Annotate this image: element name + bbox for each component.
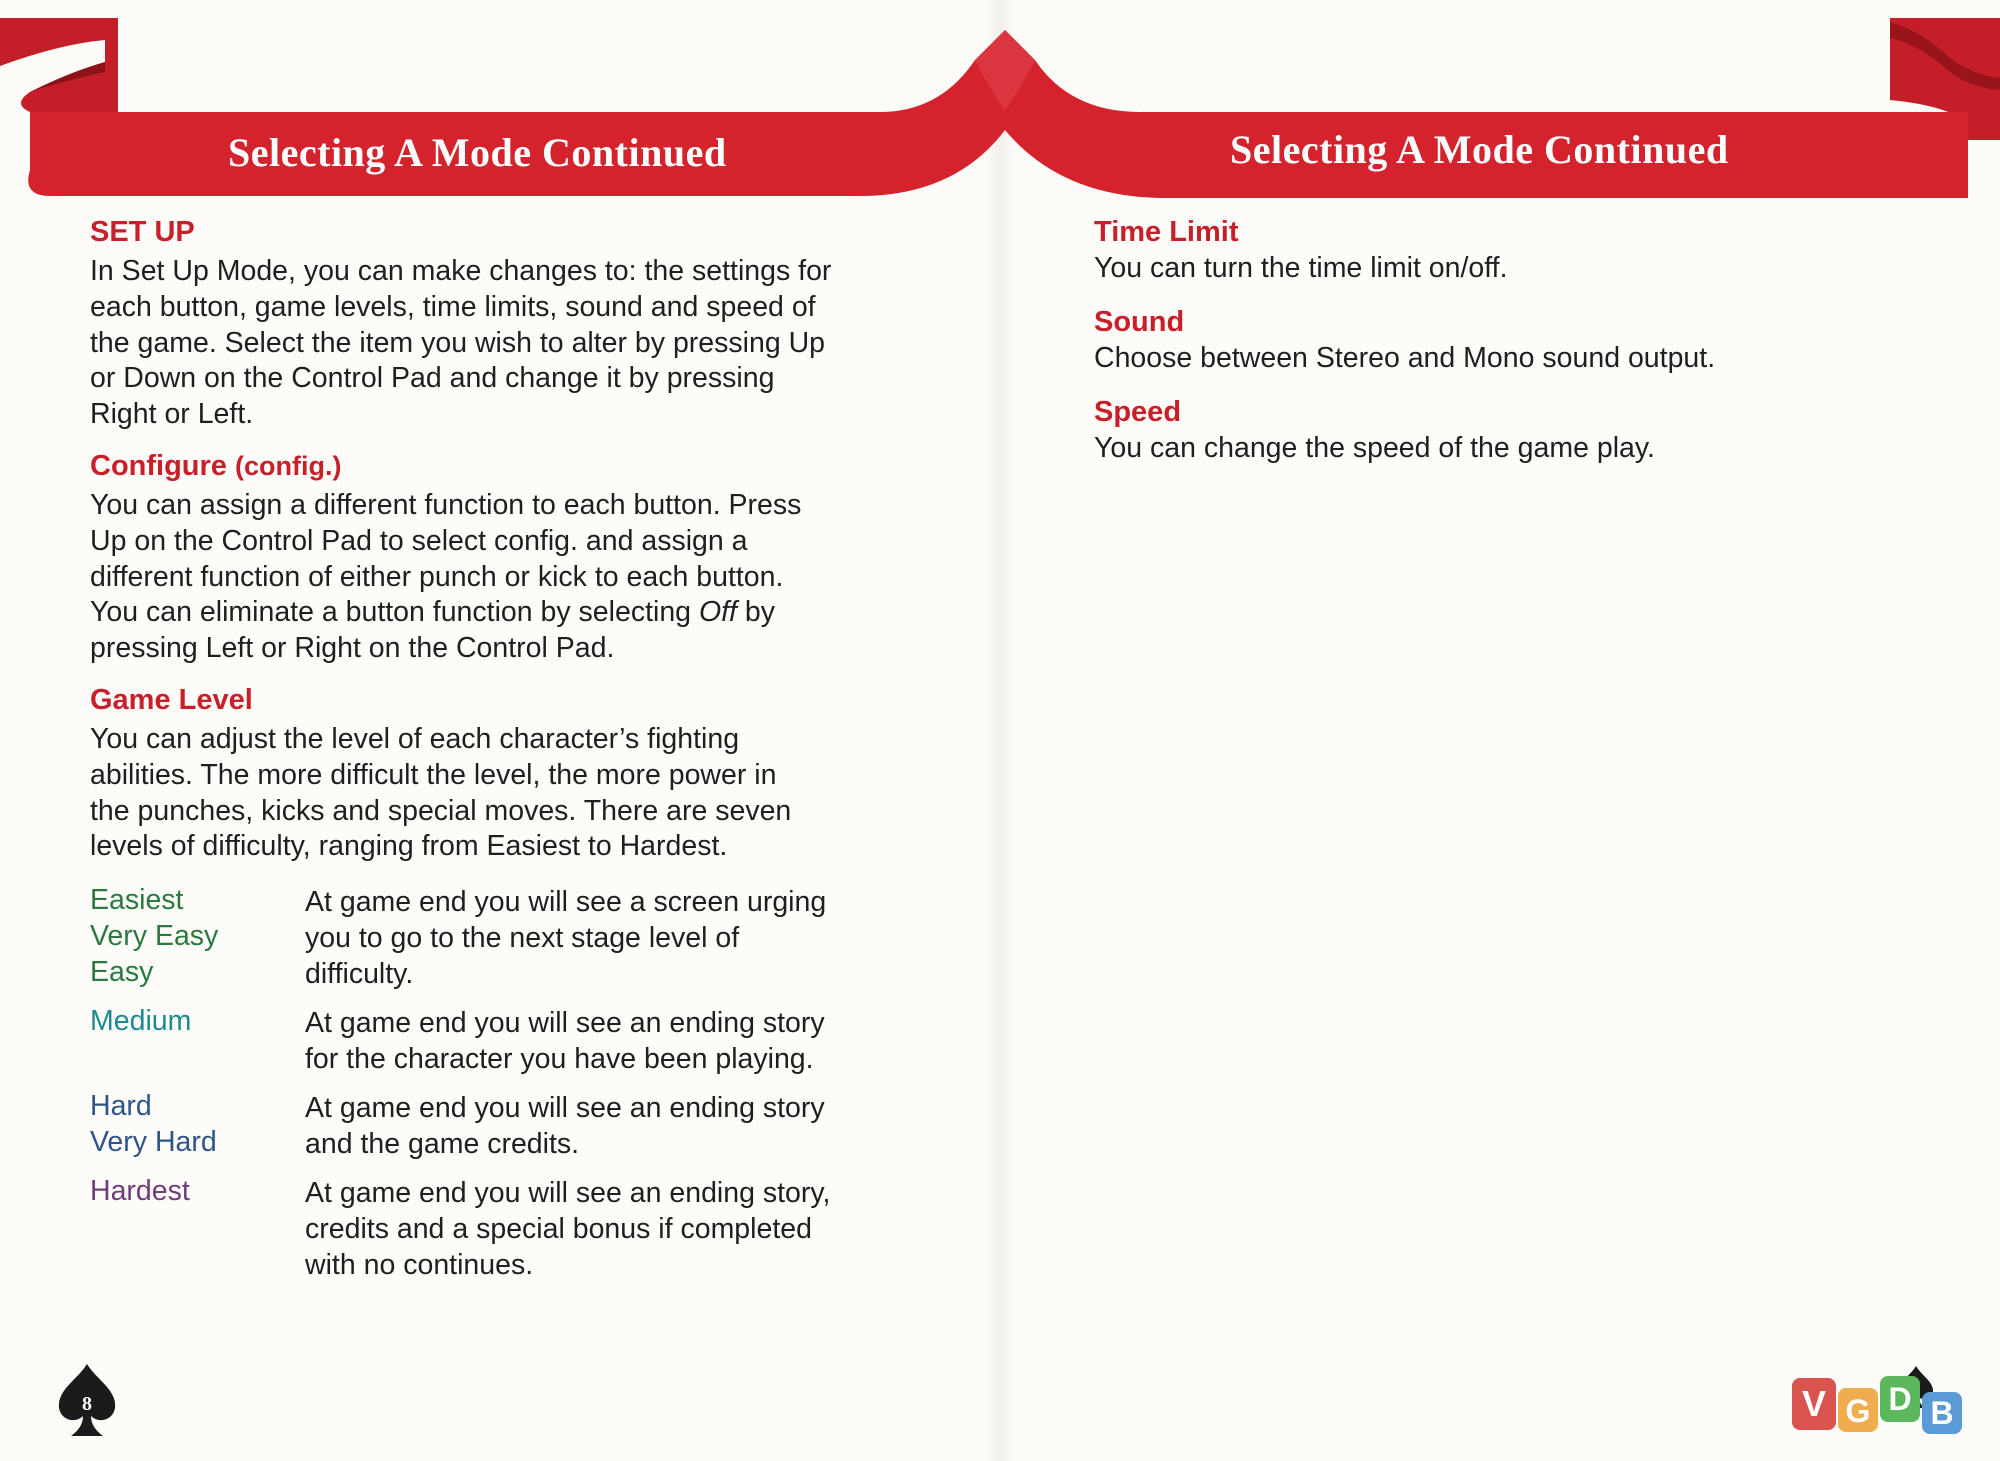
game-level-line: You can adjust the level of each character’s fighting bbox=[90, 723, 740, 755]
sound-heading: Sound bbox=[1094, 306, 1185, 338]
level-description-line: At game end you will see an ending story bbox=[305, 1007, 825, 1039]
configure-heading-note: (config.) bbox=[235, 451, 342, 481]
level-description-line: with no continues. bbox=[305, 1249, 534, 1281]
spade-page-number-icon bbox=[55, 1362, 119, 1438]
speed-heading: Speed bbox=[1094, 396, 1182, 428]
level-description-line: credits and a special bonus if completed bbox=[305, 1213, 812, 1245]
level-description-easy-group bbox=[305, 884, 925, 992]
configure-line bbox=[90, 595, 920, 631]
banner-title-left: Selecting A Mode Continued bbox=[228, 130, 727, 175]
banner-title-right: Selecting A Mode Continued bbox=[1230, 127, 1729, 172]
setup-heading: SET UP bbox=[90, 216, 195, 248]
configure-line: You can assign a different function to each button. Press bbox=[90, 489, 802, 521]
vgdb-watermark-logo bbox=[1792, 1368, 1992, 1438]
time-limit-heading: Time Limit bbox=[1094, 216, 1239, 248]
time-limit-text: You can turn the time limit on/off. bbox=[1094, 252, 1508, 284]
game-level-line: levels of difficulty, ranging from Easiest to Hardest. bbox=[90, 830, 728, 863]
level-name: Very Easy bbox=[90, 920, 219, 952]
ribbon-banner bbox=[0, 0, 2000, 210]
level-description-line: difficulty. bbox=[305, 958, 414, 990]
setup-line: In Set Up Mode, you can make changes to: the settings for bbox=[90, 255, 832, 287]
level-names-hard-group bbox=[90, 1088, 217, 1160]
level-name: Easiest bbox=[90, 884, 184, 916]
level-name: Hard bbox=[90, 1090, 152, 1122]
game-level-line: abilities. The more difficult the level, the more power in bbox=[90, 758, 777, 791]
speed-text: You can change the speed of the game play. bbox=[1094, 432, 1655, 464]
setup-line: or Down on the Control Pad and change it by pressing bbox=[90, 362, 775, 395]
page-gutter bbox=[985, 0, 1015, 1461]
configure-heading bbox=[90, 448, 341, 484]
level-name: Easy bbox=[90, 956, 154, 988]
level-name: Hardest bbox=[90, 1175, 190, 1207]
configure-line: Up on the Control Pad to select config. and assign a bbox=[90, 524, 748, 557]
off-word: Off bbox=[698, 596, 737, 629]
level-description-hard-group bbox=[305, 1090, 925, 1162]
setup-paragraph bbox=[90, 254, 920, 433]
sound-text: Choose between Stereo and Mono sound output. bbox=[1094, 342, 1716, 374]
setup-line: the game. Select the item you wish to alter by pressing Up bbox=[90, 326, 826, 359]
level-description-line: At game end you will see a screen urging bbox=[305, 886, 827, 918]
level-names-medium-group bbox=[90, 1003, 191, 1039]
setup-line: each button, game levels, time limits, sound and speed of bbox=[90, 290, 816, 323]
configure-line: different function of either punch or kick to each button. bbox=[90, 560, 784, 593]
game-level-paragraph bbox=[90, 722, 920, 865]
configure-heading-text: Configure bbox=[90, 450, 227, 482]
watermark-letter-b: B bbox=[1930, 1395, 1954, 1431]
level-description-hardest-group bbox=[305, 1175, 925, 1283]
level-description-line: you to go to the next stage level of bbox=[305, 922, 740, 954]
level-names-easy-group bbox=[90, 882, 218, 990]
page-number: 8 bbox=[82, 1393, 92, 1415]
configure-line: pressing Left or Right on the Control Pad. bbox=[90, 632, 615, 665]
level-name: Very Hard bbox=[90, 1126, 217, 1158]
level-name: Medium bbox=[90, 1005, 192, 1037]
configure-line-text: You can eliminate a button function by selecting bbox=[90, 596, 692, 629]
watermark-letter-d: D bbox=[1888, 1381, 1912, 1417]
watermark-letter-g: G bbox=[1845, 1393, 1871, 1429]
level-description-medium-group bbox=[305, 1005, 925, 1077]
level-description-line: and the game credits. bbox=[305, 1128, 580, 1160]
level-description-line: At game end you will see an ending story, bbox=[305, 1177, 831, 1209]
watermark-letter-v: V bbox=[1801, 1383, 1827, 1424]
by-word: by bbox=[744, 596, 775, 629]
level-description-line: At game end you will see an ending story bbox=[305, 1092, 825, 1124]
setup-line: Right or Left. bbox=[90, 398, 254, 431]
game-level-heading: Game Level bbox=[90, 684, 253, 716]
level-names-hardest-group bbox=[90, 1173, 190, 1209]
level-description-line: for the character you have been playing. bbox=[305, 1043, 814, 1075]
configure-paragraph bbox=[90, 488, 920, 667]
game-level-line: the punches, kicks and special moves. There are seven bbox=[90, 794, 792, 827]
